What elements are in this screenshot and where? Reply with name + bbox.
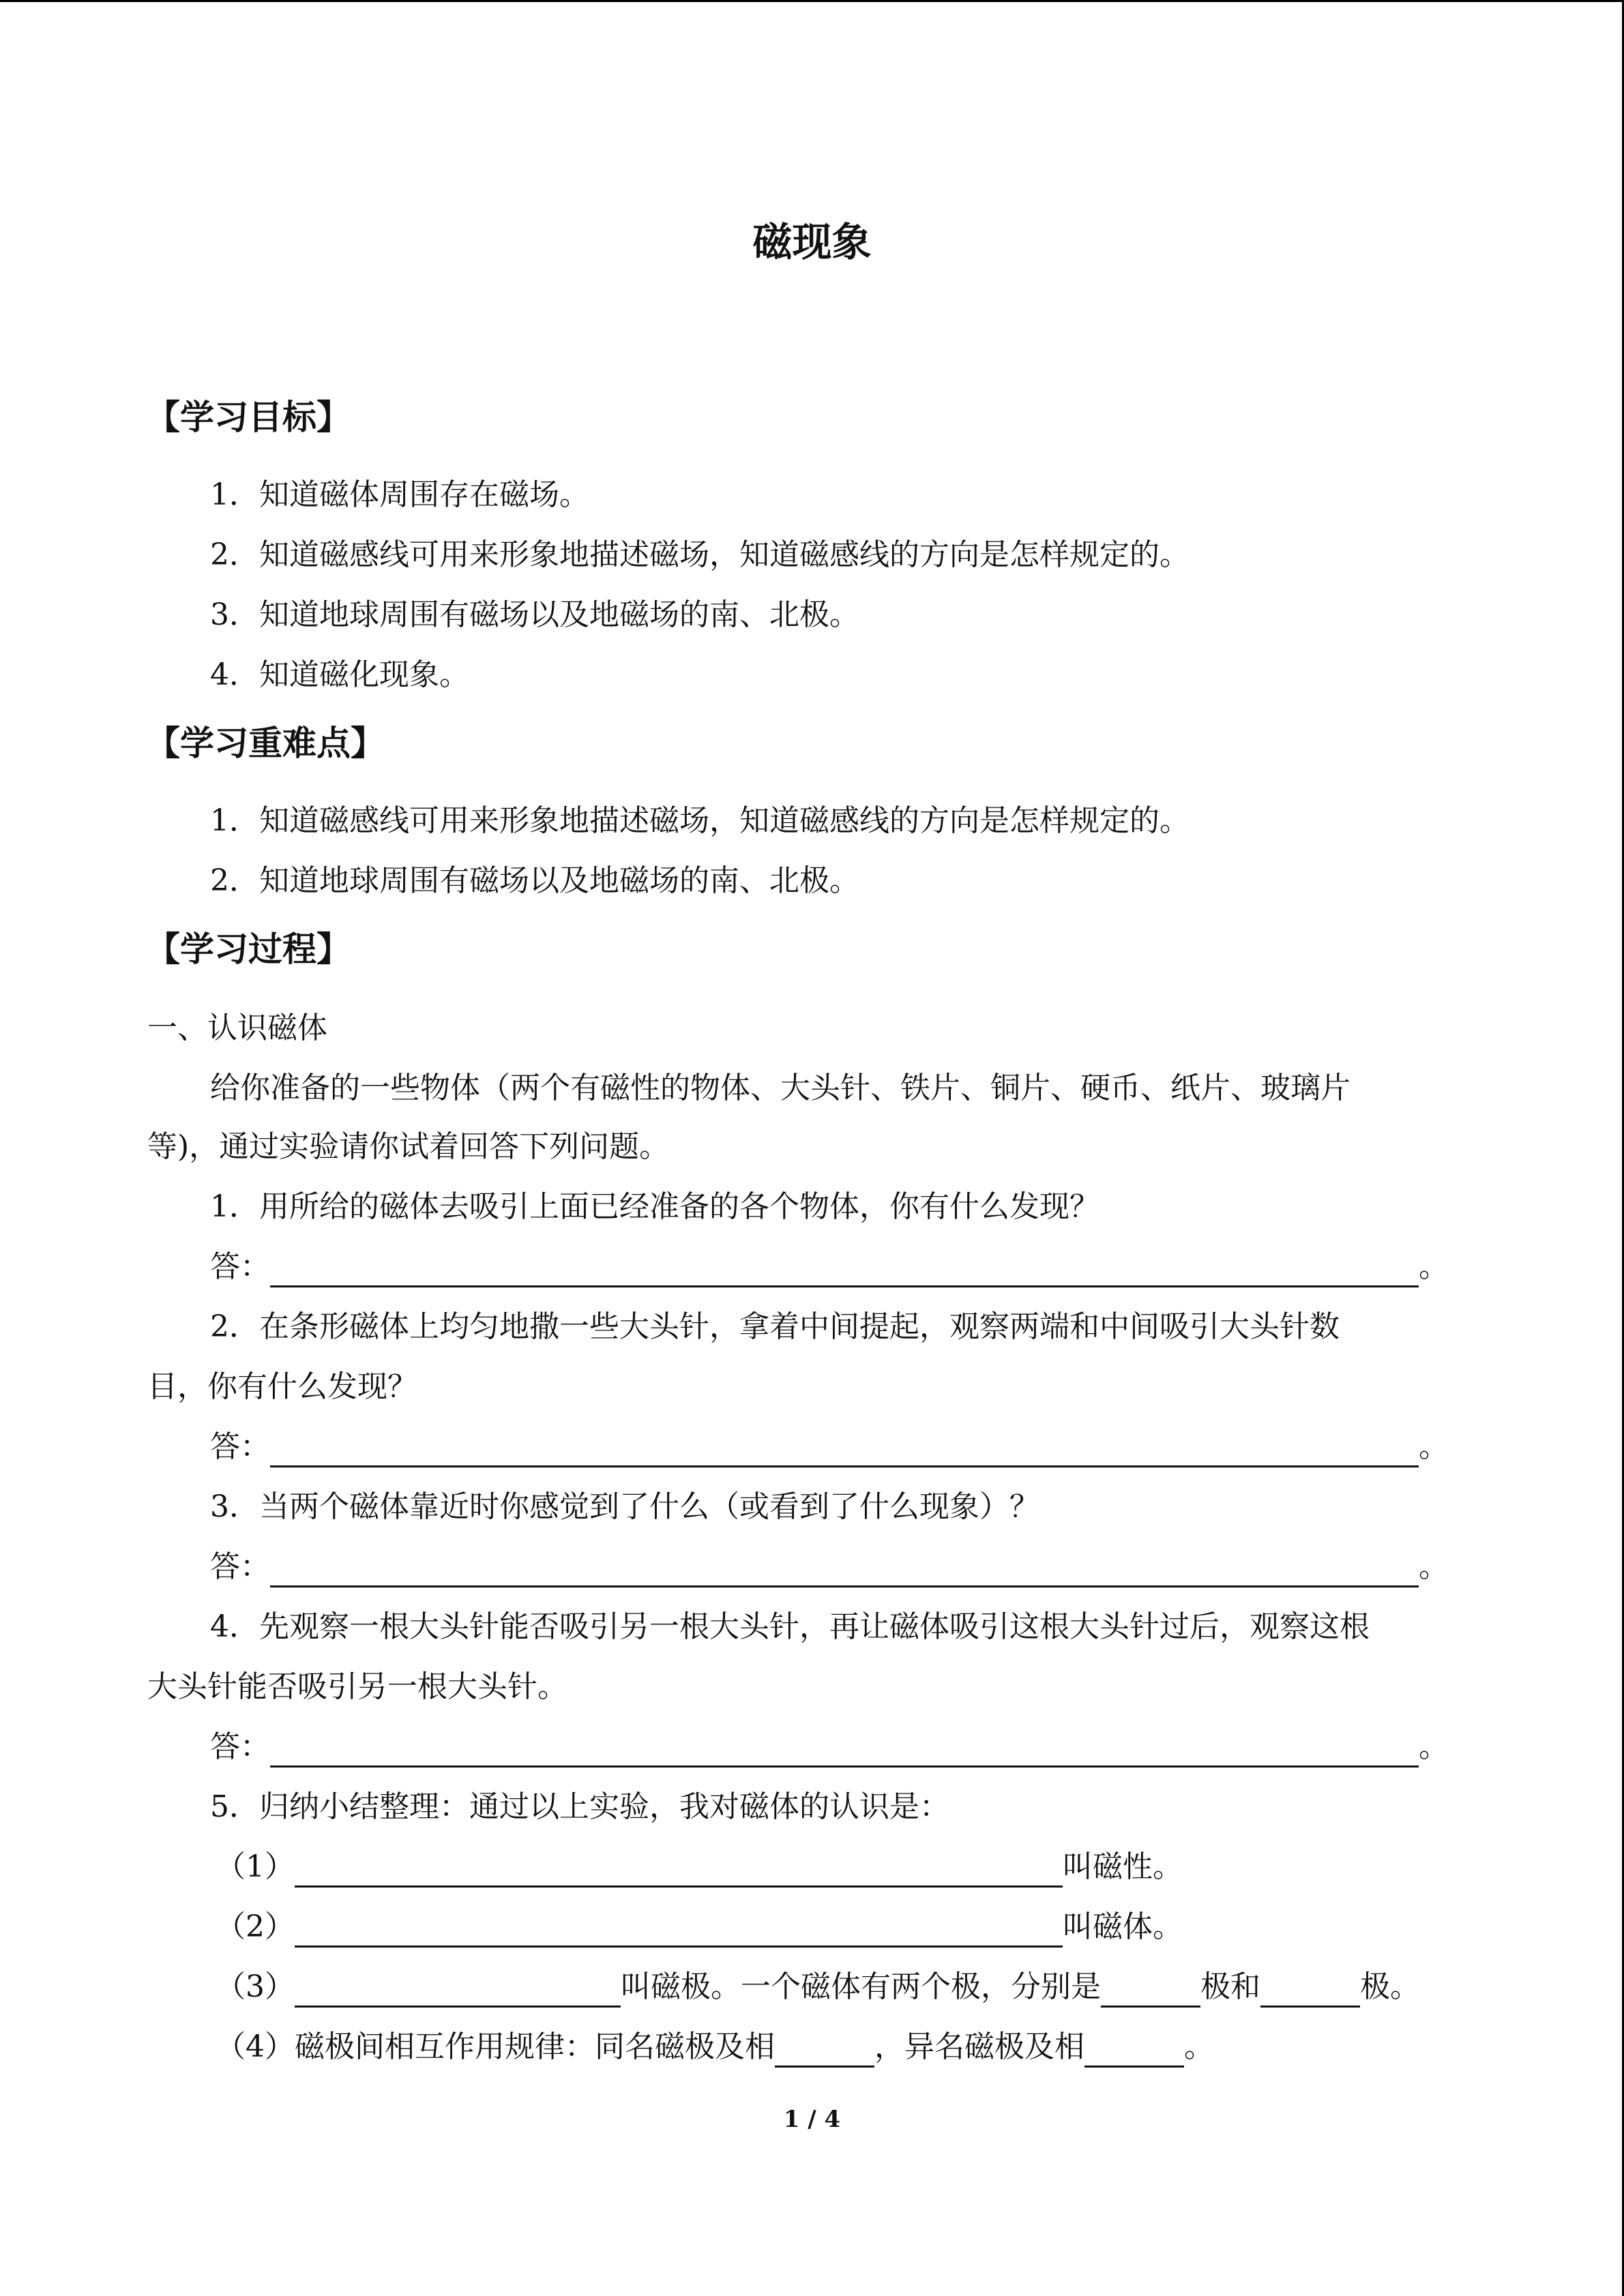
answer-end: 。 (1419, 1249, 1449, 1284)
answer-blank[interactable] (270, 1554, 1419, 1587)
answer-label: 答： (210, 1249, 270, 1284)
summary-blank[interactable] (775, 2034, 874, 2068)
key-point-item: 1．知道磁感线可用来形象地描述磁场，知道磁感线的方向是怎样规定的。 (210, 803, 1190, 838)
page-title: 磁现象 (752, 219, 872, 265)
heading-goals: 【学习目标】 (146, 398, 351, 437)
summary-prefix: （1） (216, 1849, 295, 1884)
question-1: 1．用所给的磁体去吸引上面已经准备的各个物体，你有什么发现？ (210, 1189, 1099, 1224)
answer-row (210, 1427, 1449, 1467)
question-4: 4．先观察一根大头针能否吸引另一根大头针，再让磁体吸引这根大头针过后，观察这根 (210, 1609, 1370, 1644)
answer-label: 答： (210, 1729, 270, 1764)
summary-blank[interactable] (295, 1974, 621, 2008)
intro-line: 等)，通过实验请你试着回答下列问题。 (147, 1129, 670, 1164)
answer-label: 答： (210, 1549, 270, 1584)
key-point-item: 2．知道地球周围有磁场以及地磁场的南、北极。 (210, 863, 859, 898)
question-2: 2．在条形磁体上均匀地撒一些大头针，拿着中间提起，观察两端和中间吸引大头针数 (210, 1309, 1340, 1344)
question-3: 3．当两个磁体靠近时你感觉到了什么（或看到了什么现象）？ (210, 1489, 1039, 1524)
summary-suffix: 。 (1184, 2029, 1214, 2064)
summary-text: 极和 (1200, 1969, 1260, 2004)
summary-item-2 (216, 1907, 1183, 1948)
answer-end: 。 (1419, 1729, 1449, 1764)
summary-prefix: （3） (216, 1969, 295, 2004)
heading-process: 【学习过程】 (146, 929, 351, 969)
summary-blank[interactable] (295, 1854, 1063, 1888)
summary-item-3 (216, 1967, 1420, 2008)
goal-item: 3．知道地球周围有磁场以及地磁场的南、北极。 (210, 597, 859, 632)
summary-text: 叫磁极。一个磁体有两个极，分别是 (621, 1969, 1101, 2004)
answer-row (210, 1247, 1449, 1287)
answer-blank[interactable] (270, 1734, 1419, 1768)
summary-item-4 (216, 2027, 1214, 2068)
question-4-cont: 大头针能否吸引另一根大头针。 (147, 1669, 567, 1704)
page-number: 1 / 4 (783, 2106, 841, 2133)
answer-blank[interactable] (270, 1254, 1419, 1287)
summary-prefix: （4）磁极间相互作用规律：同名磁极及相 (216, 2029, 775, 2064)
summary-suffix: 极。 (1360, 1969, 1420, 2004)
answer-label: 答： (210, 1429, 270, 1464)
answer-blank[interactable] (270, 1434, 1419, 1467)
summary-prefix: （2） (216, 1909, 295, 1944)
heading-key-points: 【学习重难点】 (146, 724, 385, 763)
summary-item-1 (216, 1847, 1183, 1888)
intro-line: 给你准备的一些物体（两个有磁性的物体、大头针、铁片、铜片、硬币、纸片、玻璃片 (210, 1071, 1350, 1105)
summary-blank[interactable] (1101, 1974, 1200, 2008)
answer-end: 。 (1419, 1549, 1449, 1584)
summary-suffix: 叫磁体。 (1063, 1909, 1183, 1944)
answer-row (210, 1727, 1449, 1768)
page-border-top (0, 0, 1624, 2)
summary-suffix: 叫磁性。 (1063, 1849, 1183, 1884)
answer-end: 。 (1419, 1429, 1449, 1464)
question-5: 5．归纳小结整理：通过以上实验，我对磁体的认识是： (210, 1789, 949, 1824)
part1-title: 一、认识磁体 (147, 1011, 327, 1045)
goal-item: 1．知道磁体周围存在磁场。 (210, 477, 589, 512)
summary-blank[interactable] (1084, 2034, 1184, 2068)
summary-text: ，异名磁极及相 (874, 2029, 1084, 2064)
goal-item: 2．知道磁感线可用来形象地描述磁场，知道磁感线的方向是怎样规定的。 (210, 537, 1190, 572)
answer-row (210, 1547, 1449, 1587)
summary-blank[interactable] (295, 1914, 1063, 1948)
goal-item: 4．知道磁化现象。 (210, 657, 469, 692)
summary-blank[interactable] (1260, 1974, 1360, 2008)
question-2-cont: 目，你有什么发现？ (147, 1369, 417, 1404)
